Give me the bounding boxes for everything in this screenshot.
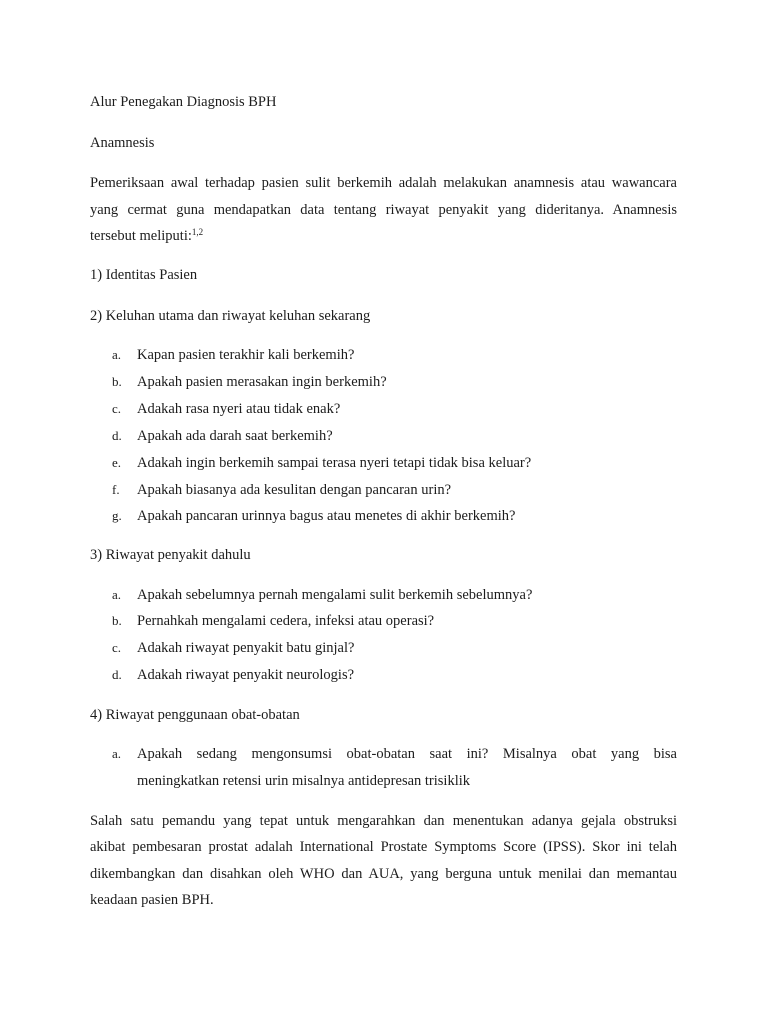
closing-line-4: keadaan pasien BPH. [90, 892, 214, 908]
subitem-text: Pernahkah mengalami cedera, infeksi atau operasi? [137, 613, 435, 629]
subitem-text-line-2: meningkatkan retensi urin misalnya antidepresan trisiklik [137, 773, 471, 789]
subitem-marker: a. [112, 347, 122, 362]
subitem-marker: b. [112, 613, 122, 628]
subitem-text: Kapan pasien terakhir kali berkemih? [137, 347, 355, 363]
section-heading: Anamnesis [90, 135, 155, 151]
intro-line-1: Pemeriksaan awal terhadap pasien sulit berkemih adalah melakukan anamnesis atau wawancara [90, 175, 677, 191]
list-item-2-heading: 2) Keluhan utama dan riwayat keluhan sekarang [90, 308, 371, 324]
subitem-text: Apakah biasanya ada kesulitan dengan pancaran urin? [137, 482, 452, 498]
subitem-marker: c. [112, 401, 122, 416]
subitem-text: Adakah ingin berkemih sampai terasa nyeri tetapi tidak bisa keluar? [137, 455, 532, 471]
closing-line-1: Salah satu pemandu yang tepat untuk mengarahkan dan menentukan adanya gejala obstruksi [90, 813, 677, 829]
intro-line-3 [90, 227, 203, 245]
subitem-marker: g. [112, 508, 122, 523]
subitem-marker: d. [112, 428, 122, 443]
subitem-text: Adakah riwayat penyakit batu ginjal? [137, 640, 355, 656]
subitem-marker: e. [112, 455, 122, 470]
document-title: Alur Penegakan Diagnosis BPH [90, 94, 277, 110]
subitem-text: Apakah sebelumnya pernah mengalami sulit berkemih sebelumnya? [137, 587, 533, 603]
closing-line-3: dikembangkan dan disahkan oleh WHO dan AUA, yang berguna untuk menilai dan memantau [90, 866, 677, 882]
subitem-marker: b. [112, 374, 122, 389]
subitem-marker: a. [112, 746, 122, 761]
list-item-3-heading: 3) Riwayat penyakit dahulu [90, 547, 251, 563]
subitem-marker: f. [112, 482, 120, 497]
subitem-text: Adakah rasa nyeri atau tidak enak? [137, 401, 341, 417]
subitem-text: Apakah pasien merasakan ingin berkemih? [137, 374, 387, 390]
intro-line-2: yang cermat guna mendapatkan data tentang riwayat penyakit yang dideritanya. Anamnesis [90, 202, 677, 218]
reference-superscript: 1,2 [191, 227, 204, 237]
closing-line-2: akibat pembesaran prostat adalah International Prostate Symptoms Score (IPSS). Skor ini telah [90, 839, 677, 855]
subitem-text: Adakah riwayat penyakit neurologis? [137, 667, 355, 683]
subitem-marker: d. [112, 667, 122, 682]
subitem-text: Apakah ada darah saat berkemih? [137, 428, 333, 444]
subitem-text-line-1: Apakah sedang mengonsumsi obat-obatan saat ini? Misalnya obat yang bisa [137, 746, 677, 762]
intro-line-3-text: tersebut meliputi: [90, 228, 192, 244]
list-item-1: 1) Identitas Pasien [90, 267, 198, 283]
subitem-marker: a. [112, 587, 122, 602]
subitem-text: Apakah pancaran urinnya bagus atau menetes di akhir berkemih? [137, 508, 516, 524]
list-item-4-heading: 4) Riwayat penggunaan obat-obatan [90, 707, 300, 723]
subitem-marker: c. [112, 640, 122, 655]
